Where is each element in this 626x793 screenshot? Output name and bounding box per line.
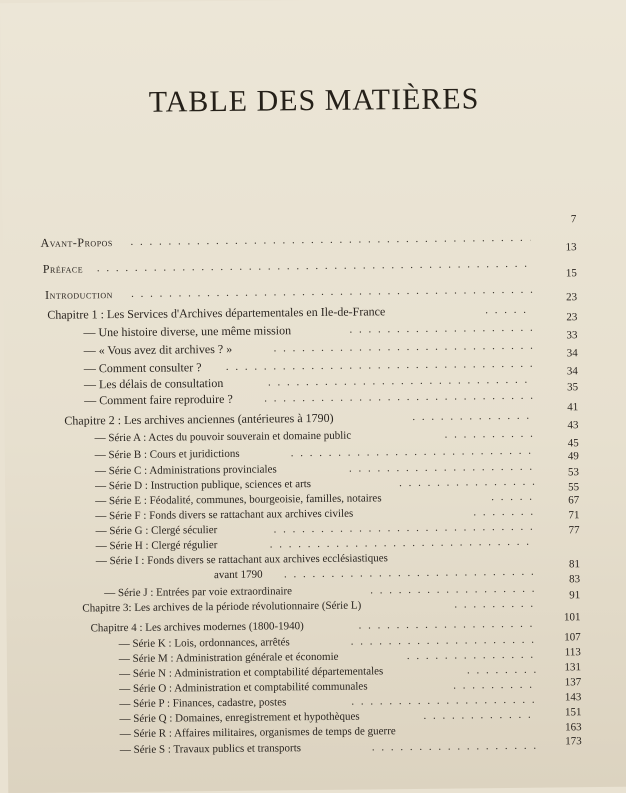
toc-page-number: 35: [567, 381, 579, 394]
toc-label: — Série C : Administrations provinciales: [94, 463, 277, 478]
toc-label: — Série D : Instruction publique, sciences et arts: [95, 478, 312, 493]
toc-leader-dots: [274, 338, 534, 357]
toc-page-number: 131: [564, 661, 582, 674]
toc-page-number: 91: [569, 589, 581, 602]
toc-leader-dots: [349, 320, 533, 338]
toc-label: — Série O : Administration et comptabilité communales: [119, 680, 368, 696]
toc-label: — Série M : Administration générale et économie: [118, 650, 339, 666]
toc-page-number: 81: [568, 558, 580, 571]
toc-page-number: 34: [566, 365, 578, 378]
toc-label: Chapitre 2 : Les archives anciennes (antérieures à 1790): [64, 410, 334, 428]
toc-leader-dots: [358, 616, 536, 634]
toc-entry-preface: [3, 255, 626, 278]
toc-label: — Comment consulter ?: [83, 360, 202, 376]
toc-label: — Série B : Cours et juridictions: [94, 447, 240, 462]
toc-label: — Série R : Affaires militaires, organismes de temps de guerre: [119, 725, 396, 741]
toc-page-number: 83: [569, 573, 581, 586]
toc-page-number: 107: [564, 631, 581, 644]
toc-page-number: 173: [565, 735, 582, 748]
toc-page-number: 34: [566, 347, 578, 360]
toc-leader-dots: [372, 738, 538, 756]
toc-page-number: 33: [566, 329, 578, 342]
toc-page-number: 151: [564, 706, 582, 719]
toc-label: — Série G : Clergé séculier: [95, 524, 218, 538]
page-title: TABLE DES MATIÈRES: [148, 82, 480, 119]
toc-entry-introduction: [3, 281, 626, 304]
toc-label: Avant-Propos: [40, 235, 113, 250]
toc-label: — Série A : Actes du pouvoir souverain et domaine public: [94, 429, 352, 445]
toc-label: — Série P : Finances, cadastre, postes: [119, 696, 287, 711]
toc-leader-dots: [454, 596, 536, 613]
toc-page-number: 137: [564, 676, 582, 689]
toc-leader-dots: [485, 302, 533, 319]
toc-label: Chapitre 4 : Les archives modernes (1800-1940): [90, 620, 304, 635]
toc-page-number: 23: [566, 291, 578, 304]
toc-leader-dots: [130, 230, 530, 250]
toc-label: — Une histoire diverse, une même mission: [83, 323, 292, 340]
toc-page-number: 143: [564, 691, 582, 704]
toc-label: — Les délais de consultation: [83, 375, 224, 392]
toc-label: — Série N : Administration et comptabilité départementales: [118, 665, 384, 681]
toc-leader-dots: [97, 256, 533, 277]
toc-page-number: 49: [567, 450, 579, 463]
toc-page-number: 163: [565, 721, 582, 734]
toc-page-number: 53: [567, 466, 580, 479]
toc-leader-dots: [284, 564, 536, 583]
toc-page-number: 67: [568, 494, 580, 507]
toc-page-number: 113: [564, 646, 581, 659]
toc-label: avant 1790: [213, 568, 263, 582]
toc-entry-avant-propos: [2, 229, 626, 252]
toc-page-number: 23: [566, 311, 578, 324]
toc-page-number: 45: [567, 437, 579, 450]
toc-page-number: 71: [568, 509, 580, 522]
toc-label: — Série I : Fonds divers se rattachant aux archives ecclésiastiques: [95, 552, 388, 568]
toc-label: — Série E : Féodalité, communes, bourgeoisie, familles, notaires: [95, 492, 382, 508]
toc-label: — « Vous avez dit archives ? »: [83, 341, 233, 358]
toc-label: — Série S : Travaux publics et transports: [119, 742, 302, 757]
toc-label: Préface: [42, 261, 84, 276]
toc-leader-dots: [412, 408, 534, 425]
toc-label: — Comment faire reproduire ?: [84, 391, 233, 408]
toc-label: Chapitre 1 : Les Services d'Archives départementales en Ile-de-France: [47, 304, 386, 322]
toc-page-number: 15: [565, 267, 577, 280]
toc-page-number: 55: [568, 481, 580, 494]
toc-label: — Série F : Fonds divers se rattachant aux archives civiles: [95, 507, 354, 523]
toc-page-number: 77: [568, 524, 580, 537]
toc-leader-dots: [491, 489, 535, 505]
toc-page-number: 13: [565, 241, 577, 254]
toc-label: — Série K : Lois, ordonnances, arrêtés: [118, 636, 290, 651]
toc-page-number: 41: [567, 401, 579, 414]
toc-label: — Série J : Entrées par voie extraordinaire: [104, 585, 293, 600]
toc-leader-dots: [444, 426, 534, 443]
toc-leader-dots: [131, 282, 533, 302]
toc-page-number: 43: [567, 419, 579, 432]
toc-page-number: 101: [563, 611, 581, 624]
toc-page-number: 7: [570, 213, 577, 226]
toc-label: Introduction: [44, 287, 113, 302]
toc-label: — Série H : Clergé régulier: [95, 539, 218, 553]
toc-leader-dots: [264, 388, 534, 407]
toc-label: Chapitre 3: Les archives de la période révolutionnaire (Série L): [82, 599, 362, 615]
toc-label: — Série Q : Domaines, enregistrement et hypothèques: [119, 710, 360, 726]
